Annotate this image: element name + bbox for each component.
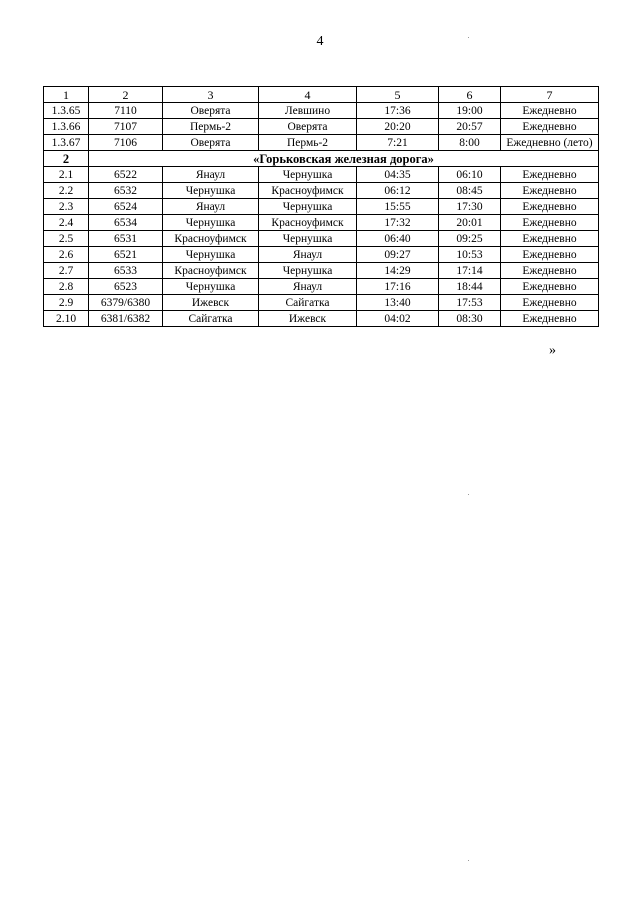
schedule-days-cell: Ежедневно (501, 231, 599, 247)
arrival-time-cell: 20:01 (439, 215, 501, 231)
train-number-cell: 6521 (89, 247, 163, 263)
departure-station-cell: Чернушка (163, 247, 259, 263)
table-row (44, 231, 599, 247)
train-number-cell: 6381/6382 (89, 311, 163, 327)
table-row (44, 295, 599, 311)
table-row (44, 119, 599, 135)
arrival-time-cell: 08:30 (439, 311, 501, 327)
train-number-cell: 6532 (89, 183, 163, 199)
departure-station-cell: Оверята (163, 103, 259, 119)
train-number-cell: 6534 (89, 215, 163, 231)
section-heading-row (44, 151, 599, 167)
row-number-cell: 2.2 (44, 183, 89, 199)
departure-time-cell: 04:02 (357, 311, 439, 327)
arrival-station-cell: Красноуфимск (259, 183, 357, 199)
train-number-cell: 2 (89, 87, 163, 103)
table-row (44, 183, 599, 199)
row-number-cell: 2.8 (44, 279, 89, 295)
arrival-time-cell: 10:53 (439, 247, 501, 263)
arrival-time-cell: 18:44 (439, 279, 501, 295)
arrival-station-cell: Чернушка (259, 231, 357, 247)
row-number-cell: 2.6 (44, 247, 89, 263)
row-number-cell: 1.3.66 (44, 119, 89, 135)
arrival-time-cell: 20:57 (439, 119, 501, 135)
departure-time-cell: 5 (357, 87, 439, 103)
schedule-days-cell: Ежедневно (501, 247, 599, 263)
row-number-cell: 2.5 (44, 231, 89, 247)
table-row (44, 103, 599, 119)
departure-time-cell: 7:21 (357, 135, 439, 151)
arrival-station-cell: Сайгатка (259, 295, 357, 311)
schedule-days-cell: Ежедневно (501, 279, 599, 295)
schedule-days-cell: Ежедневно (лето) (501, 135, 599, 151)
train-number-cell: 7107 (89, 119, 163, 135)
departure-station-cell: Янаул (163, 199, 259, 215)
schedule-days-cell: Ежедневно (501, 183, 599, 199)
row-number-cell: 1 (44, 87, 89, 103)
row-number-cell: 2.1 (44, 167, 89, 183)
arrival-time-cell: 17:53 (439, 295, 501, 311)
schedule-days-cell: Ежедневно (501, 215, 599, 231)
train-schedule-table (43, 86, 599, 327)
train-number-cell: 6531 (89, 231, 163, 247)
row-number-cell: 2.7 (44, 263, 89, 279)
departure-time-cell: 04:35 (357, 167, 439, 183)
row-number-cell: 2.10 (44, 311, 89, 327)
row-number-cell: 1.3.67 (44, 135, 89, 151)
departure-time-cell: 14:29 (357, 263, 439, 279)
arrival-station-cell: Красноуфимск (259, 215, 357, 231)
row-number-cell: 1.3.65 (44, 103, 89, 119)
arrival-station-cell: Янаул (259, 247, 357, 263)
arrival-station-cell: 4 (259, 87, 357, 103)
departure-time-cell: 13:40 (357, 295, 439, 311)
arrival-station-cell: Пермь-2 (259, 135, 357, 151)
departure-station-cell: Оверята (163, 135, 259, 151)
departure-station-cell: Чернушка (163, 215, 259, 231)
row-number-cell: 2.3 (44, 199, 89, 215)
arrival-time-cell: 19:00 (439, 103, 501, 119)
schedule-days-cell: Ежедневно (501, 119, 599, 135)
departure-station-cell: Красноуфимск (163, 263, 259, 279)
schedule-days-cell: Ежедневно (501, 167, 599, 183)
train-number-cell: 7110 (89, 103, 163, 119)
table-row (44, 167, 599, 183)
arrival-time-cell: 17:30 (439, 199, 501, 215)
departure-time-cell: 15:55 (357, 199, 439, 215)
schedule-days-cell: Ежедневно (501, 103, 599, 119)
scan-speck (468, 494, 469, 495)
departure-time-cell: 17:16 (357, 279, 439, 295)
section-title: «Горьковская железная дорога» (89, 151, 599, 167)
arrival-station-cell: Левшино (259, 103, 357, 119)
schedule-days-cell: 7 (501, 87, 599, 103)
section-number: 2 (44, 151, 89, 167)
arrival-station-cell: Ижевск (259, 311, 357, 327)
train-number-cell: 6524 (89, 199, 163, 215)
table-row (44, 215, 599, 231)
arrival-station-cell: Янаул (259, 279, 357, 295)
departure-time-cell: 06:12 (357, 183, 439, 199)
table-row (44, 263, 599, 279)
row-number-cell: 2.9 (44, 295, 89, 311)
page-number: 4 (316, 34, 324, 49)
table-row (44, 311, 599, 327)
train-number-cell: 6533 (89, 263, 163, 279)
table-row (44, 135, 599, 151)
departure-station-cell: Ижевск (163, 295, 259, 311)
arrival-station-cell: Оверята (259, 119, 357, 135)
arrival-time-cell: 17:14 (439, 263, 501, 279)
table-row (44, 199, 599, 215)
train-number-cell: 7106 (89, 135, 163, 151)
arrival-station-cell: Чернушка (259, 263, 357, 279)
scan-speck (468, 860, 469, 861)
column-number-row (44, 87, 599, 103)
table-body (44, 87, 599, 327)
closing-quote-mark: » (549, 343, 556, 358)
departure-time-cell: 17:36 (357, 103, 439, 119)
arrival-time-cell: 06:10 (439, 167, 501, 183)
departure-station-cell: Сайгатка (163, 311, 259, 327)
table-row (44, 247, 599, 263)
departure-time-cell: 09:27 (357, 247, 439, 263)
table-row (44, 279, 599, 295)
train-number-cell: 6379/6380 (89, 295, 163, 311)
schedule-days-cell: Ежедневно (501, 311, 599, 327)
departure-time-cell: 06:40 (357, 231, 439, 247)
departure-station-cell: 3 (163, 87, 259, 103)
departure-station-cell: Чернушка (163, 279, 259, 295)
departure-time-cell: 17:32 (357, 215, 439, 231)
arrival-time-cell: 08:45 (439, 183, 501, 199)
arrival-station-cell: Чернушка (259, 167, 357, 183)
arrival-time-cell: 6 (439, 87, 501, 103)
train-number-cell: 6523 (89, 279, 163, 295)
schedule-days-cell: Ежедневно (501, 295, 599, 311)
row-number-cell: 2.4 (44, 215, 89, 231)
departure-time-cell: 20:20 (357, 119, 439, 135)
arrival-station-cell: Чернушка (259, 199, 357, 215)
departure-station-cell: Чернушка (163, 183, 259, 199)
arrival-time-cell: 8:00 (439, 135, 501, 151)
train-number-cell: 6522 (89, 167, 163, 183)
arrival-time-cell: 09:25 (439, 231, 501, 247)
departure-station-cell: Красноуфимск (163, 231, 259, 247)
departure-station-cell: Пермь-2 (163, 119, 259, 135)
scan-speck (468, 37, 469, 38)
schedule-days-cell: Ежедневно (501, 263, 599, 279)
departure-station-cell: Янаул (163, 167, 259, 183)
schedule-days-cell: Ежедневно (501, 199, 599, 215)
